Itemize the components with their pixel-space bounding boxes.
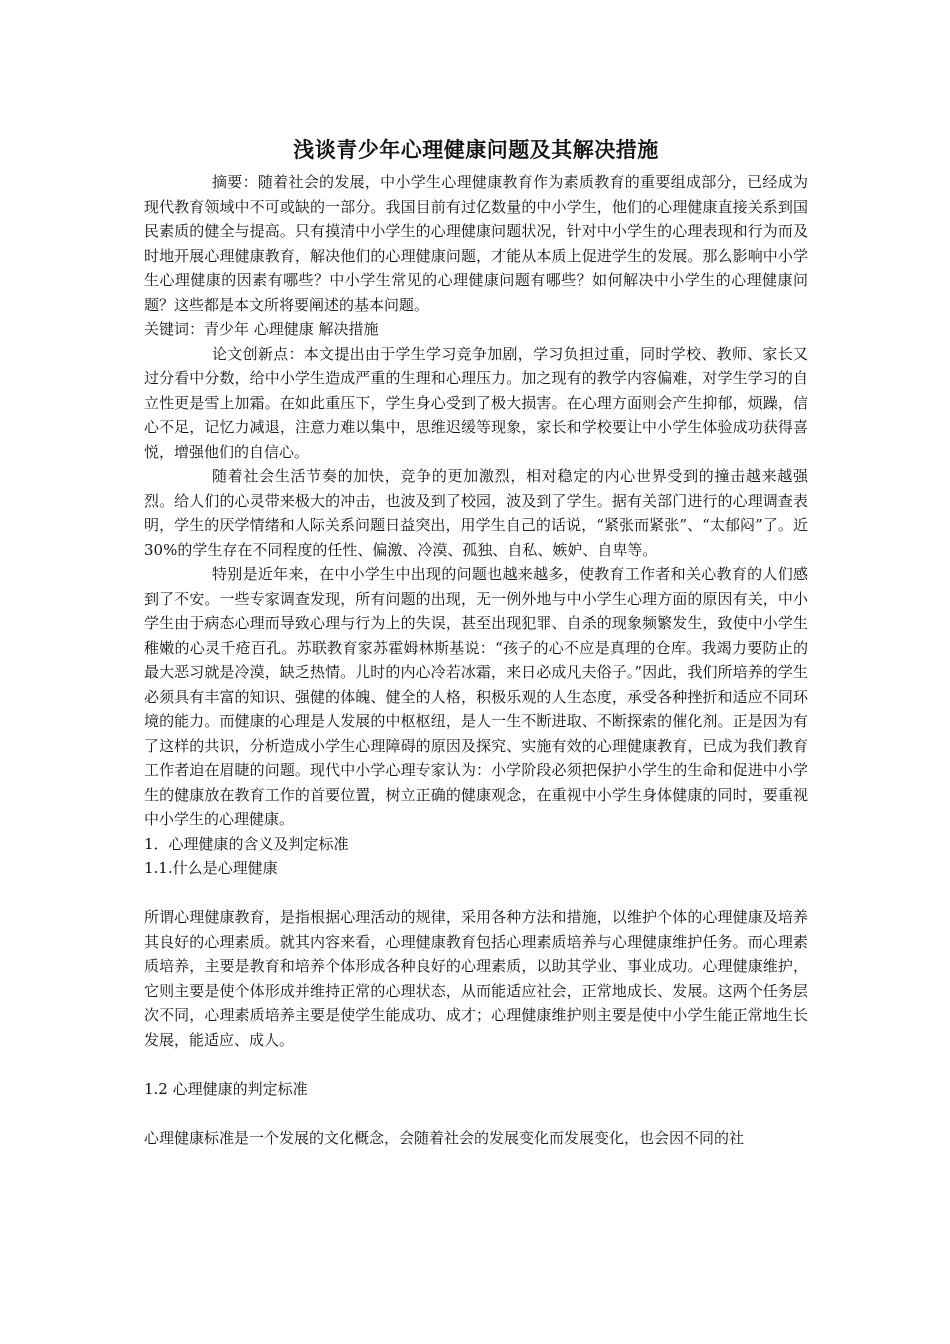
section-heading-1-2: 1.2 心理健康的判定标准 — [144, 1079, 308, 1098]
body-paragraph-2: 特别是近年来，在中小学生中出现的问题也越来越多，使教育工作者和关心教育的人们感到了不安。一些专家调查发现，所有问题的出现，无一例外地与中小学生心理方面的原因有关，中小学生由于病态心理而导致心理与行为上的失误，甚至出现犯罪、自杀的现象频繁发生，致使中小学生稚嫩的心灵千疮百孔。苏联教育家苏霍姆林斯基说：“孩子的心不应是真理的仓库。我竭力要防止的最大恶习就是冷漠，缺乏热情。儿时的内心冷若冰霜，来日必成凡夫俗子。”因此，我们所培养的学生必须具有丰富的知识、强健的体魄、健全的人格，积极乐观的人生态度，承受各种挫折和适应不同环境的能力。而健康的心理是人发展的中枢枢纽，是人一生不断进取、不断探索的催化剂。正是因为有了这样的共识，分析造成小学生心理障碍的原因及探究、实施有效的心理健康教育，已成为我们教育工作者迫在眉睫的问题。现代中小学心理专家认为：小学阶段必须把保护小学生的生命和促进中小学生的健康放在教育工作的首要位置，树立正确的健康观念，在重视中小学生身体健康的同时，要重视中小学生的心理健康。 — [144, 565, 808, 828]
innovation-paragraph: 论文创新点：本文提出由于学生学习竞争加剧，学习负担过重，同时学校、教师、家长又过分看中分数，给中小学生造成严重的生理和心理压力。加之现有的教学内容偏难，对学生学习的自立性更是雪上加霜。在如此重压下，学生身心受到了极大损害。在心理方面则会产生抑郁，烦躁，信心不足，记忆力减退，注意力难以集中，思维迟缓等现象，家长和学校要让中小学生体验成功获得喜悦，增强他们的自信心。 — [144, 344, 808, 461]
spacer — [144, 881, 808, 906]
spacer — [144, 1052, 808, 1077]
section-heading-1-1: 1.1.什么是心理健康 — [144, 859, 278, 877]
document-title: 浅谈青少年心理健康问题及其解决措施 — [293, 137, 659, 162]
document-body — [144, 134, 808, 1150]
body-paragraph-3: 所谓心理健康教育，是指根据心理活动的规律，采用各种方法和措施，以维护个体的心理健康及培养其良好的心理素质。就其内容来看，心理健康教育包括心理素质培养与心理健康维护任务。而心理素质培养，主要是教育和培养个体形成各种良好的心理素质，以助其学业、事业成功。心理健康维护，它则主要是使个体形成并维持正常的心理状态，从而能适应社会，正常地成长、发展。这两个任务层次不同，心理素质培养主要是使学生能成功、成才；心理健康维护则主要是使中小学生能正常地生长发展，能适应、成人。 — [144, 908, 808, 1049]
body-paragraph-1: 随着社会生活节奏的加快，竞争的更加激烈，相对稳定的内心世界受到的撞击越来越强烈。给人们的心灵带来极大的冲击，也波及到了校园，波及到了学生。据有关部门进行的心理调查表明，学生的厌学情绪和人际关系问题日益突出，用学生自己的话说，“紧张而紧张”、“太郁闷”了。近30%的学生存在不同程度的任性、偏激、冷漠、孤独、自私、嫉妒、自卑等。 — [144, 467, 808, 559]
abstract-paragraph: 摘要：随着社会的发展，中小学生心理健康教育作为素质教育的重要组成部分，已经成为现代教育领域中不可或缺的一部分。我国目前有过亿数量的中小学生，他们的心理健康直接关系到国民素质的健全与提高。只有摸清中小学生的心理健康问题状况，针对中小学生的心理表现和行为而及时地开展心理健康教育，解决他们的心理健康问题，才能从本质上促进学生的发展。那么影响中小学生心理健康的因素有哪些？中小学生常见的心理健康问题有哪些？如何解决中小学生的心理健康问题？这些都是本文所将要阐述的基本问题。 — [144, 173, 808, 314]
section-heading-1: 1．心理健康的含义及判定标准 — [144, 834, 349, 853]
body-paragraph-4: 心理健康标准是一个发展的文化概念，会随着社会的发展变化而发展变化，也会因不同的社 — [144, 1128, 745, 1147]
spacer — [144, 1101, 808, 1126]
keywords-line: 关键词：青少年 心理健康 解决措施 — [144, 320, 379, 338]
